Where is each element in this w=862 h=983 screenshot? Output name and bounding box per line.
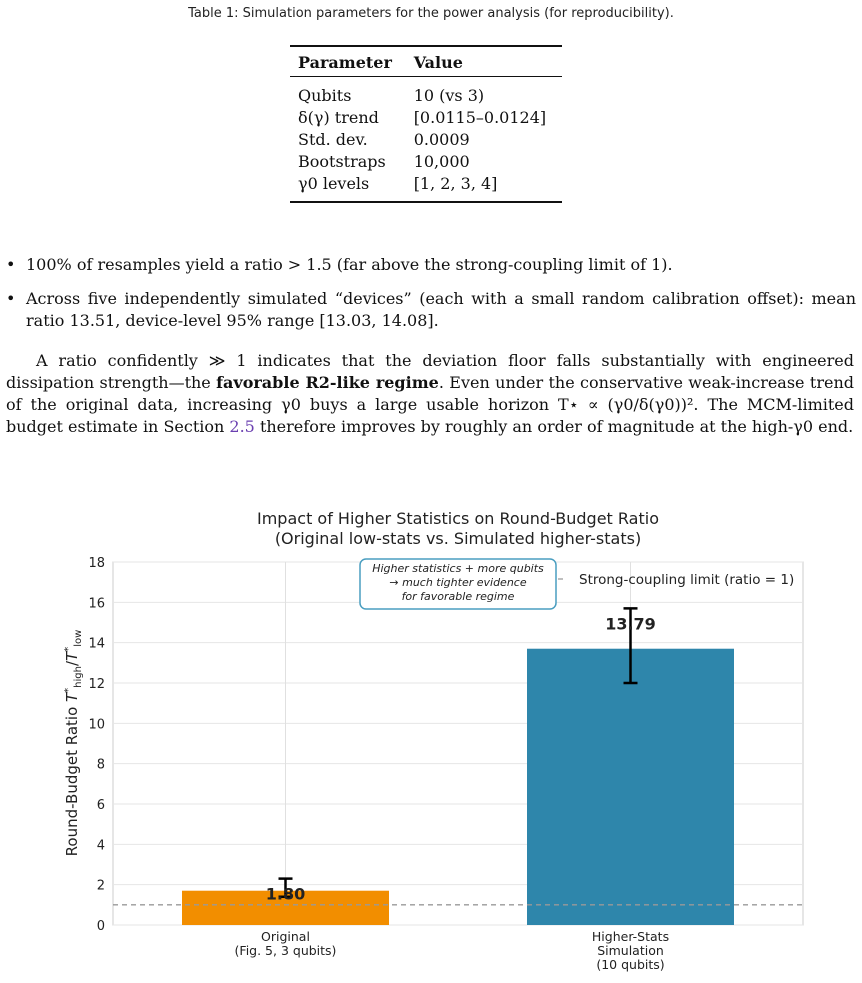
param-value: 10 (vs 3) [413,86,485,105]
param-name: Bootstraps [298,152,386,171]
ratio-bar-chart [0,500,862,983]
y-tick-label: 10 [88,717,105,733]
x-category-label: Simulation [597,943,664,958]
y-tick-label: 2 [96,878,105,894]
x-category-label: (Fig. 5, 3 qubits) [234,943,337,958]
table-row [290,151,562,173]
bar [527,649,734,925]
y-tick-label: 14 [88,636,105,652]
paragraph-text: A ratio confidently ≫ 1 indicates that the deviation floor falls substantially with engineered dissipation strength—the [6,351,854,392]
table-row [290,77,562,108]
chart-subtitle: (Original low-stats vs. Simulated higher-stats) [274,529,642,548]
param-name: Std. dev. [298,130,368,149]
x-category-label: (10 qubits) [596,957,665,972]
paragraph-text: therefore improves by roughly an order of magnitude at the high-γ0 end. [254,417,854,436]
header-value: Value [406,46,562,77]
table-row [290,129,562,151]
param-name: γ0 levels [298,174,370,193]
x-category-label: Original [261,929,310,944]
results-list [6,254,856,344]
table-caption: Table 1: Simulation parameters for the power analysis (for reproducibility). [188,6,674,21]
bar-value-label: 1.80 [265,884,306,904]
annotation-line: for favorable regime [401,590,515,603]
y-tick-label: 0 [96,919,105,934]
x-category-label: Higher-Stats [591,929,670,944]
annotation-line: Higher statistics + more qubits [372,562,544,575]
annotation-line: → much tighter evidence [389,576,527,589]
list-item: • 100% of resamples yield a ratio > 1.5 (far above the strong-coupling limit of 1). [6,254,856,276]
list-item: • Across five independently simulated “devices” (each with a small random calibration offset): mean ratio 13.51, device-level 95% range [13.03, 14.08]. [6,288,856,332]
param-value: [0.0115–0.0124] [413,108,547,127]
y-tick-label: 8 [96,757,105,773]
legend-label: Strong-coupling limit (ratio = 1) [579,572,795,588]
table-header-row [290,46,562,77]
x-axis-labels [235,929,670,972]
param-value: 10,000 [413,152,470,171]
chart-title: Impact of Higher Statistics on Round-Budget Ratio [257,509,659,528]
paragraph-text: . Even under the conservative weak-increase trend of the original data, increasing γ0 buys a large usable horizon T⋆ ∝ (γ0/δ(γ0))². The MCM-limited budget estimate in Section [6,373,854,436]
body-paragraph [6,350,854,438]
bar-value-label: 13.79 [605,614,656,634]
section-link[interactable]: 2.5 [229,417,255,436]
table-row [290,173,562,202]
y-tick-label: 18 [88,556,105,571]
paragraph-bold-term: favorable R2-like regime [216,373,439,392]
param-value: 0.0009 [413,130,470,149]
y-tick-label: 4 [96,838,105,854]
parameter-table [290,45,562,203]
y-tick-label: 12 [88,677,105,692]
param-name: δ(γ) trend [298,108,379,127]
param-name: Qubits [298,86,352,105]
y-tick-label: 6 [96,798,105,813]
annotation-box [360,559,556,609]
header-parameter: Parameter [290,46,406,77]
param-value: [1, 2, 3, 4] [413,174,498,193]
y-axis-label: Round-Budget Ratio $T^*_{high}/T^*_{low}$ [63,629,84,857]
table-row [290,107,562,129]
y-axis-ticks [88,556,105,934]
y-tick-label: 16 [88,596,105,612]
